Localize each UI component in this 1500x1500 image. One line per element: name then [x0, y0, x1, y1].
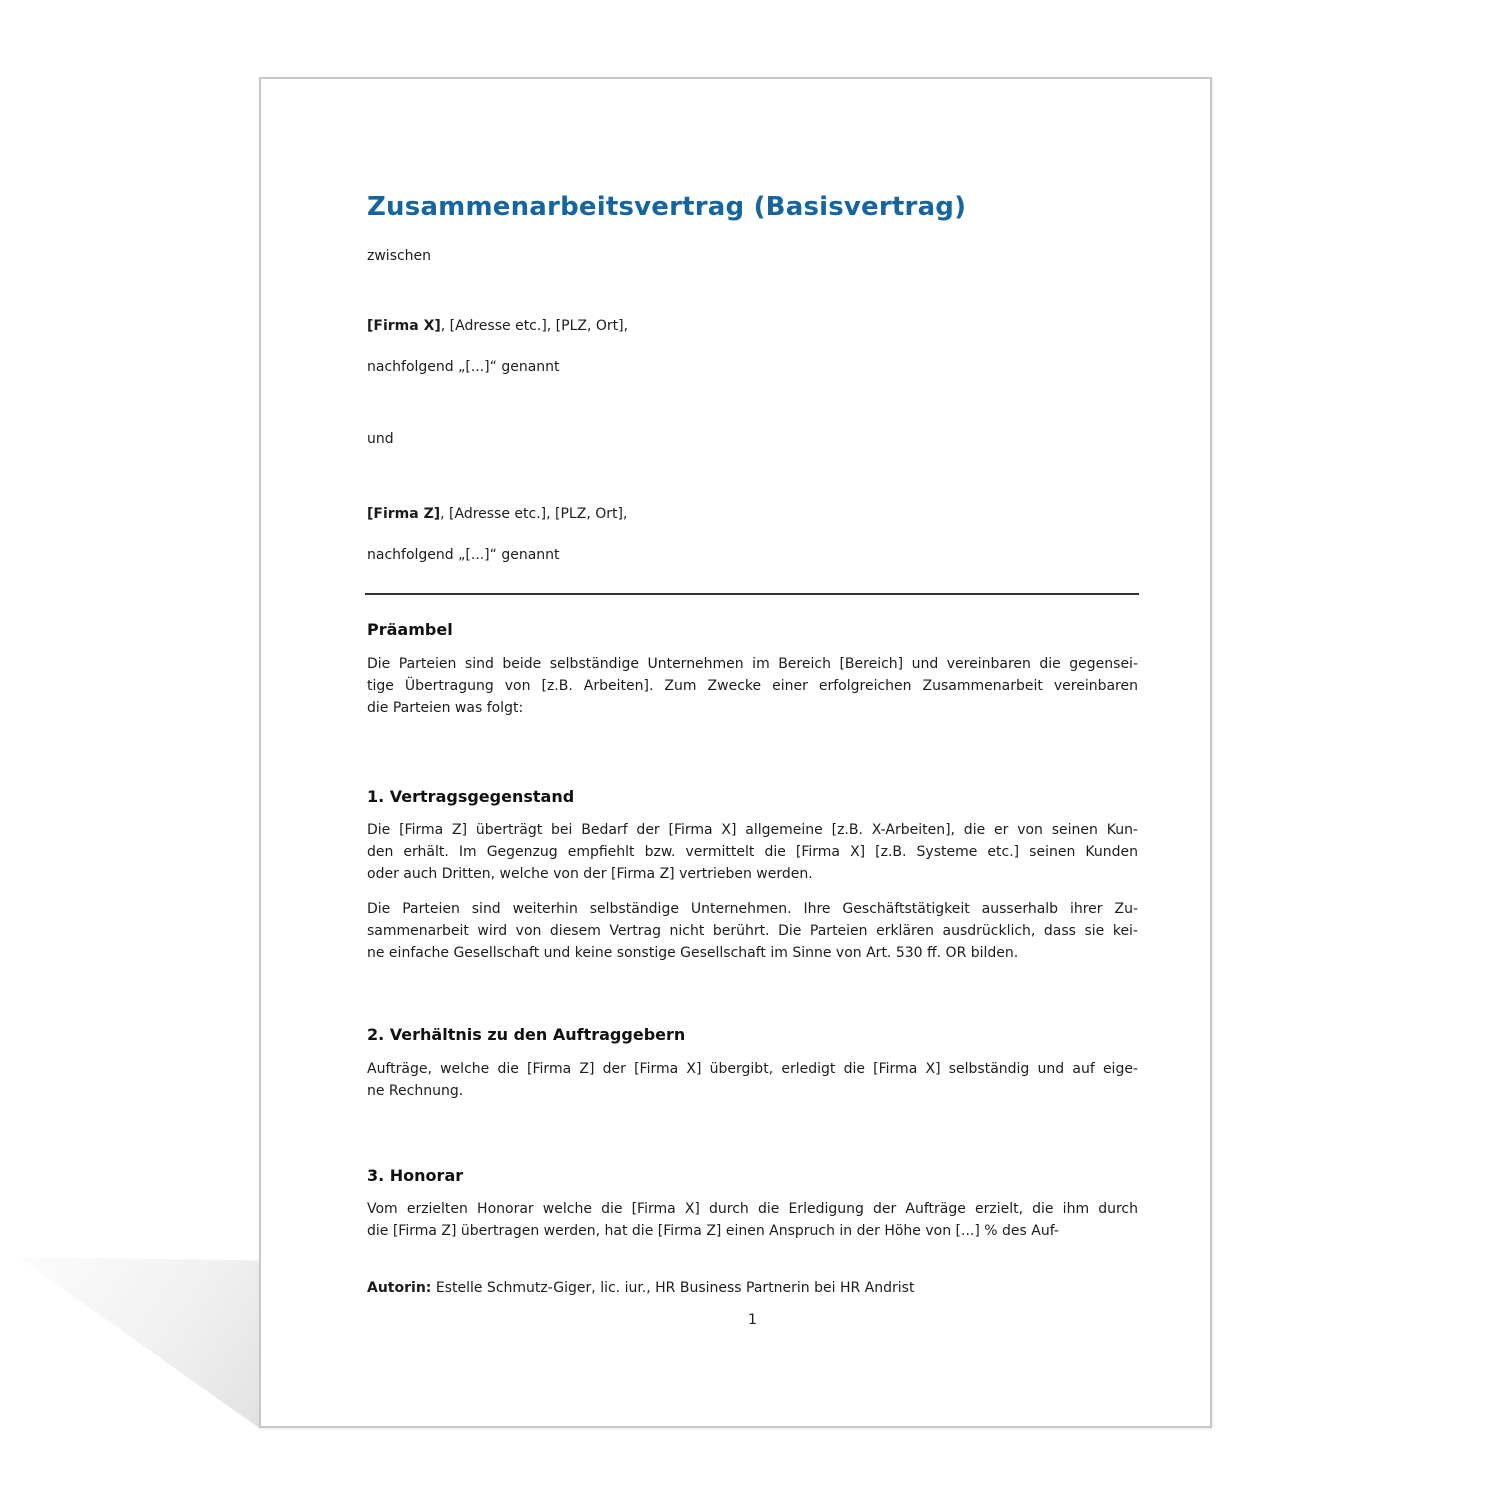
- paragraph-line: die [Firma Z] übertragen werden, hat die [Firma Z] einen Anspruch in der Höhe von [...] % des Auf-: [367, 1223, 1059, 1239]
- intro-und: und: [367, 431, 394, 447]
- party-x-address: , [Adresse etc.], [PLZ, Ort],: [440, 318, 629, 334]
- section-1-paragraph-2: [367, 898, 1138, 964]
- intro-zwischen: zwischen: [367, 248, 432, 264]
- section-2-paragraph: [367, 1058, 1138, 1102]
- paragraph-line: tige Übertragung von [z.B. Arbeiten]. Zum Zwecke einer erfolgreichen Zusammenarbeit vereinbaren: [367, 678, 1138, 694]
- paragraph-line: Die Parteien sind weiterhin selbständige Unternehmen. Ihre Geschäftstätigkeit ausserhalb ihrer Zu-: [367, 901, 1138, 917]
- section-1-paragraph-1: [367, 819, 1138, 885]
- section-praeambel-paragraph: [367, 653, 1138, 719]
- party-z-line: [367, 503, 1138, 525]
- party-z-alias: nachfolgend „[...]“ genannt: [367, 547, 560, 563]
- horizontal-divider: [365, 593, 1139, 595]
- section-heading-verhaeltnis: 2. Verhältnis zu den Auftraggebern: [367, 1025, 686, 1044]
- section-heading-vertragsgegenstand: 1. Vertragsgegenstand: [367, 787, 575, 806]
- document-page: [259, 77, 1212, 1428]
- author-line: [367, 1277, 1138, 1299]
- party-x-line: [367, 315, 1138, 337]
- paragraph-line: den erhält. Im Gegenzug empfiehlt bzw. vermittelt die [Firma X] [z.B. Systeme etc.] seinen Kunden: [367, 844, 1138, 860]
- paragraph-line: ne einfache Gesellschaft und keine sonstige Gesellschaft im Sinne von Art. 530 ff. OR bilden.: [367, 945, 1019, 961]
- paragraph-line: ne Rechnung.: [367, 1083, 464, 1099]
- paragraph-line: oder auch Dritten, welche von der [Firma Z] vertrieben werden.: [367, 866, 813, 882]
- party-x-name: [Firma X]: [367, 318, 441, 334]
- author-label: Autorin:: [367, 1280, 432, 1296]
- author-text: Estelle Schmutz-Giger, lic. iur., HR Business Partnerin bei HR Andrist: [431, 1280, 915, 1296]
- party-x-alias: nachfolgend „[...]“ genannt: [367, 359, 560, 375]
- section-heading-honorar: 3. Honorar: [367, 1166, 464, 1185]
- paragraph-line: Die Parteien sind beide selbständige Unternehmen im Bereich [Bereich] und vereinbaren die gegensei-: [367, 656, 1138, 672]
- paragraph-line: Die [Firma Z] überträgt bei Bedarf der [Firma X] allgemeine [z.B. X-Arbeiten], die er von seinen Kun-: [367, 822, 1138, 838]
- party-z-name: [Firma Z]: [367, 506, 441, 522]
- section-heading-praeambel: Präambel: [367, 620, 453, 639]
- page-perspective-shadow: [18, 1257, 259, 1428]
- party-z-address: , [Adresse etc.], [PLZ, Ort],: [440, 506, 628, 522]
- paragraph-line: sammenarbeit wird von diesem Vertrag nicht berührt. Die Parteien erklären ausdrücklich, dass sie kei-: [367, 923, 1138, 939]
- section-3-paragraph: [367, 1198, 1138, 1242]
- paragraph-line: die Parteien was folgt:: [367, 700, 524, 716]
- paragraph-line: Vom erzielten Honorar welche die [Firma X] durch die Erledigung der Aufträge erzielt, die ihm durch: [367, 1201, 1138, 1217]
- paragraph-line: Aufträge, welche die [Firma Z] der [Firma X] übergibt, erledigt die [Firma X] selbständig und auf eige-: [367, 1061, 1138, 1077]
- page-number: 1: [748, 1312, 757, 1328]
- document-title: Zusammenarbeitsvertrag (Basisvertrag): [367, 192, 967, 222]
